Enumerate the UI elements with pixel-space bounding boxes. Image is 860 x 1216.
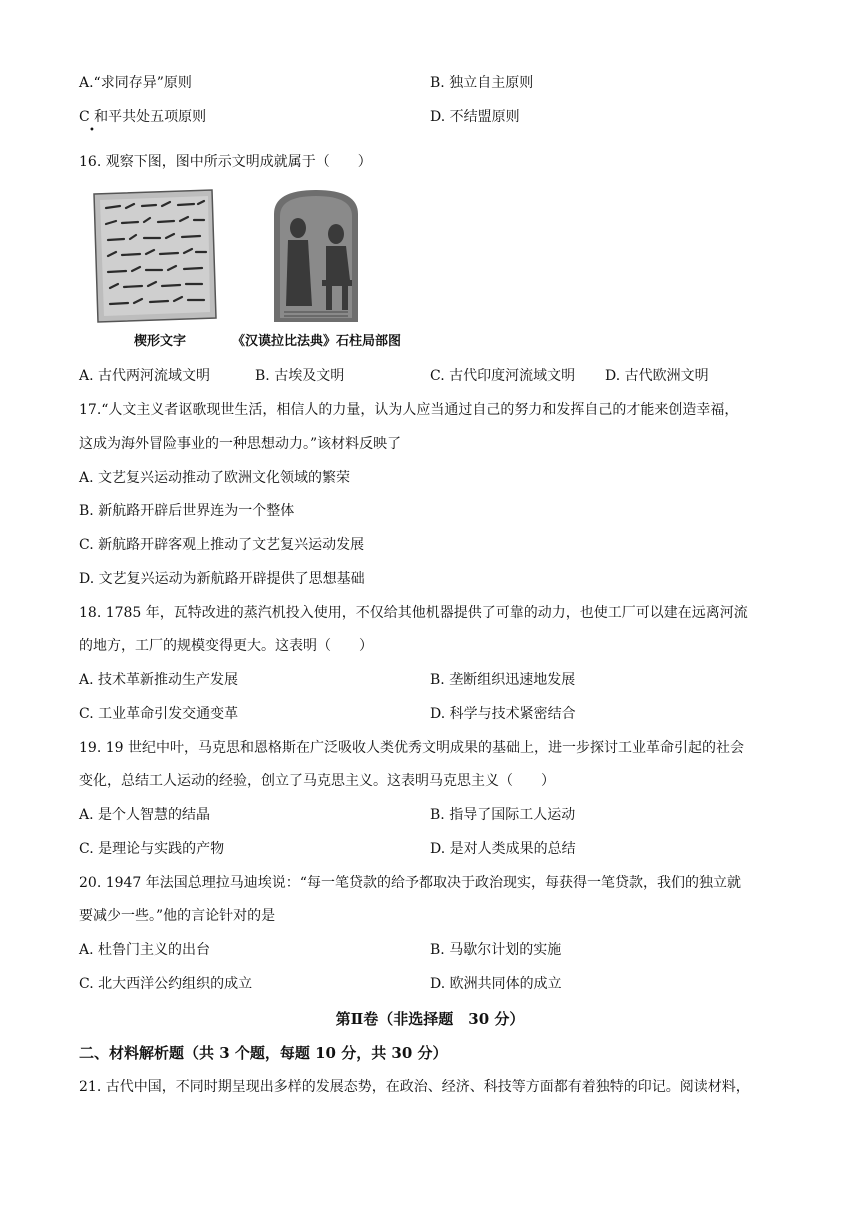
q18-option-b: B. 垄断组织迅速地发展 [430, 672, 576, 688]
figure-caption-cuneiform: 楔形文字 [134, 334, 187, 349]
q17-option-c: C. 新航路开辟客观上推动了文艺复兴运动发展 [79, 537, 365, 553]
q17-stem-line2: 这成为海外冒险事业的一种思想动力。”该材料反映了 [79, 436, 402, 452]
q20-stem-line2: 要减少一些。”他的言论针对的是 [79, 908, 276, 924]
q20-option-d: D. 欧洲共同体的成立 [430, 976, 562, 992]
q18-option-a: A. 技术革新推动生产发展 [79, 672, 239, 688]
q16-option-a: A. 古代两河流域文明 [79, 368, 211, 384]
q18-stem-line2: 的地方，工厂的规模变得更大。这表明（ ） [79, 638, 373, 654]
q19-option-b: B. 指导了国际工人运动 [430, 807, 576, 823]
q17-option-d: D. 文艺复兴运动为新航路开辟提供了思想基础 [79, 571, 365, 587]
q15-option-a: A.“求同存异”原则 [79, 75, 192, 91]
q18-option-c: C. 工业革命引发交通变革 [79, 706, 239, 722]
q20-option-a: A. 杜鲁门主义的出台 [79, 942, 211, 958]
q17-option-a: A. 文艺复兴运动推动了欧洲文化领域的繁荣 [79, 470, 351, 486]
q15-option-b: B. 独立自主原则 [430, 75, 534, 91]
q18-stem-line1: 18. 1785 年，瓦特改进的蒸汽机投入使用，不仅给其他机器提供了可靠的动力，也使工厂可以建在远离河流 [79, 605, 748, 621]
q17-stem-line1: 17.“人文主义者讴歌现世生活，相信人的力量，认为人应当通过自己的努力和发挥自己的才能来创造幸福， [79, 402, 739, 418]
q16-figure-image [90, 188, 430, 348]
q19-stem-line2: 变化，总结工人运动的经验，创立了马克思主义。这表明马克思主义（ ） [79, 773, 555, 789]
q18-option-d: D. 科学与技术紧密结合 [430, 706, 576, 722]
cuneiform-tablet-image [94, 190, 216, 322]
q17-option-b: B. 新航路开辟后世界连为一个整体 [79, 503, 295, 519]
hammurabi-stele-image [274, 190, 358, 322]
q19-option-a: A. 是个人智慧的结晶 [79, 807, 211, 823]
q21-stem-line1: 21. 古代中国，不同时期呈现出多样的发展态势，在政治、经济、科技等方面都有着独特的印记。阅读材料， [79, 1079, 750, 1095]
q15-option-c: C 和平共处五项原则 [79, 109, 207, 125]
part2-title: 第Ⅱ卷（非选择题 30 分） [335, 1010, 525, 1028]
q16-option-d: D. 古代欧洲文明 [605, 368, 709, 384]
q16-stem: 16. 观察下图，图中所示文明成就属于（ ） [79, 154, 372, 170]
q16-option-b: B. 古埃及文明 [255, 368, 345, 384]
stray-dot: • [89, 125, 95, 136]
figure-caption-stele: 《汉谟拉比法典》石柱局部图 [232, 334, 402, 349]
q20-option-b: B. 马歇尔计划的实施 [430, 942, 562, 958]
q20-stem-line1: 20. 1947 年法国总理拉马迪埃说：“每一笔贷款的给予都取决于政治现实，每获得一笔贷款，我们的独立就 [79, 875, 741, 891]
q19-option-d: D. 是对人类成果的总结 [430, 841, 576, 857]
q16-figure [90, 188, 430, 348]
q16-option-c: C. 古代印度河流域文明 [430, 368, 576, 384]
q19-option-c: C. 是理论与实践的产物 [79, 841, 225, 857]
q19-stem-line1: 19. 19 世纪中叶，马克思和恩格斯在广泛吸收人类优秀文明成果的基础上，进一步探讨工业革命引起的社会 [79, 740, 744, 756]
part2-section-heading: 二、材料解析题（共 3 个题，每题 10 分，共 30 分） [79, 1044, 448, 1062]
q15-option-d: D. 不结盟原则 [430, 109, 520, 125]
q20-option-c: C. 北大西洋公约组织的成立 [79, 976, 253, 992]
